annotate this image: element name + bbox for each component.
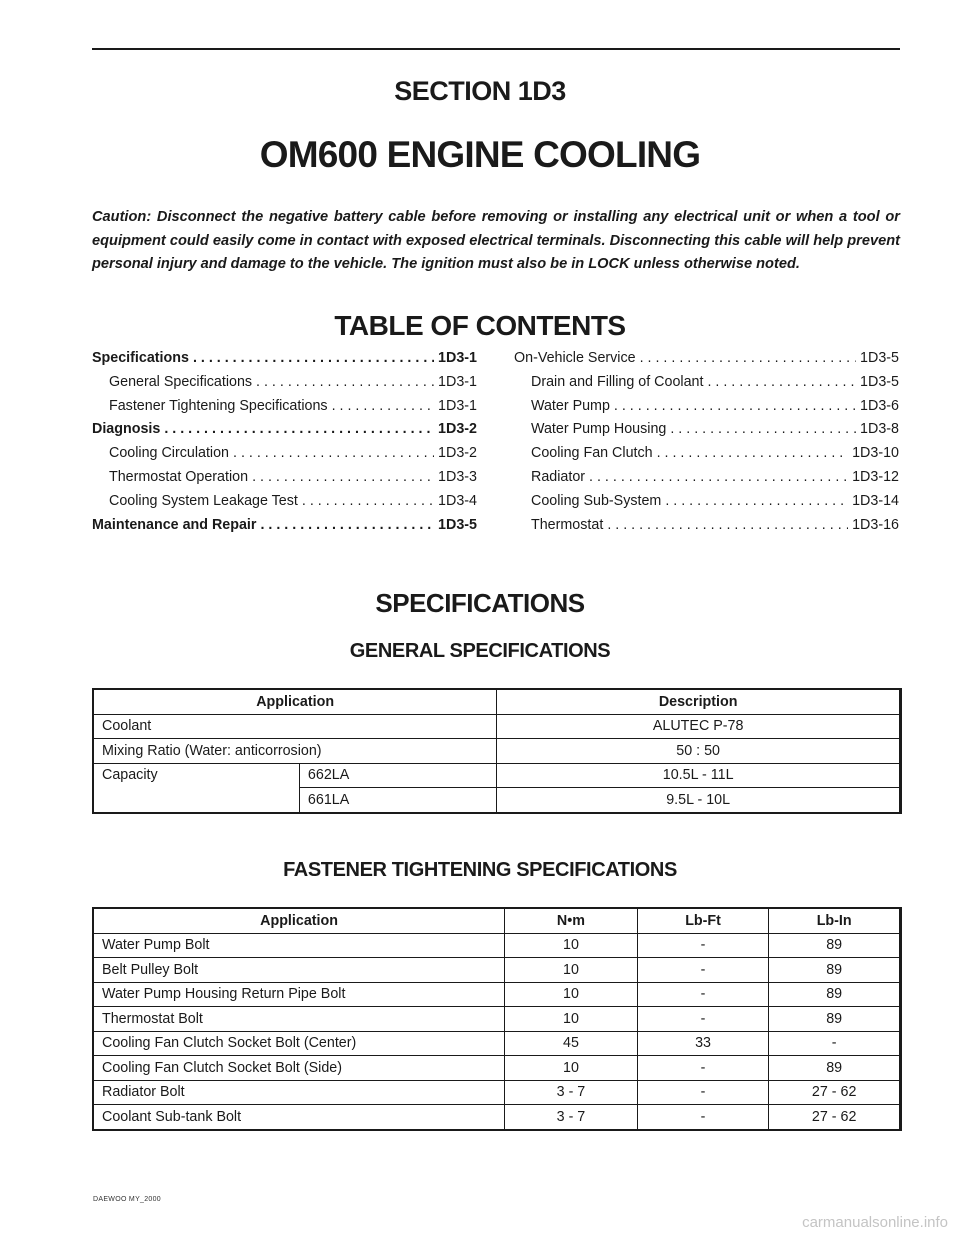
table-cell: 89 [769, 933, 901, 958]
table-header-row [93, 908, 901, 933]
table-cell: Cooling Fan Clutch Socket Bolt (Center) [93, 1031, 505, 1056]
toc-entry[interactable]: Thermostat Operation . . . 1D3-3 [92, 469, 477, 493]
toc-right-column [514, 350, 899, 540]
table-cell: 9.5L - 10L [497, 788, 901, 813]
table-row [93, 1105, 901, 1130]
table-cell: 10 [505, 933, 638, 958]
general-specifications-table [92, 688, 902, 814]
page-footer: DAEWOO MY_2000 [93, 1196, 161, 1203]
toc-entry[interactable]: Fastener Tightening Specifications . . . 1D3-1 [92, 398, 477, 422]
toc-entry[interactable]: General Specifications . . . 1D3-1 [92, 374, 477, 398]
specifications-heading: SPECIFICATIONS [375, 588, 585, 618]
table-cell: 89 [769, 958, 901, 983]
column-header: N•m [505, 908, 638, 933]
fastener-specifications-table [92, 907, 902, 1131]
toc-entry[interactable]: Cooling Sub-System . . . 1D3-14 [514, 493, 899, 517]
table-cell: Water Pump Housing Return Pipe Bolt [93, 982, 505, 1007]
toc-left-column [92, 350, 477, 540]
table-row [93, 933, 901, 958]
table-row [93, 1007, 901, 1032]
toc-entry[interactable]: Water Pump . . . 1D3-6 [514, 398, 899, 422]
table-row [93, 958, 901, 983]
toc-entry[interactable]: Thermostat . . . 1D3-16 [514, 517, 899, 541]
table-cell: ALUTEC P-78 [497, 714, 901, 739]
table-row [93, 1056, 901, 1081]
column-header: Application [93, 689, 497, 714]
table-row [93, 763, 901, 788]
table-cell: 661LA [299, 788, 496, 813]
table-row [93, 714, 901, 739]
table-row [93, 1031, 901, 1056]
table-cell: - [637, 982, 769, 1007]
toc-entry[interactable]: Drain and Filling of Coolant . . . 1D3-5 [514, 374, 899, 398]
table-cell: 89 [769, 1007, 901, 1032]
table-cell: 10 [505, 982, 638, 1007]
section-title: SECTION 1D3 [394, 76, 566, 106]
toc-entry[interactable]: On-Vehicle Service . . . 1D3-5 [514, 350, 899, 374]
table-cell: 27 - 62 [769, 1080, 901, 1105]
table-cell: 10.5L - 11L [497, 763, 901, 788]
column-header: Lb-Ft [637, 908, 769, 933]
table-cell: - [769, 1031, 901, 1056]
table-cell: 89 [769, 1056, 901, 1081]
table-cell: - [637, 1007, 769, 1032]
document-title: OM600 ENGINE COOLING [259, 134, 701, 175]
table-cell: 27 - 62 [769, 1105, 901, 1130]
table-cell: Water Pump Bolt [93, 933, 505, 958]
fastener-specifications-heading: FASTENER TIGHTENING SPECIFICATIONS [283, 859, 677, 881]
toc-entry[interactable]: Cooling Circulation . . . 1D3-2 [92, 445, 477, 469]
table-cell: Belt Pulley Bolt [93, 958, 505, 983]
table-cell: - [637, 1080, 769, 1105]
table-header-row [93, 689, 901, 714]
toc-entry[interactable]: Maintenance and Repair . . . 1D3-5 [92, 517, 477, 541]
toc-entry[interactable]: Radiator . . . 1D3-12 [514, 469, 899, 493]
watermark: carmanualsonline.info [802, 1214, 948, 1231]
table-cell: 50 : 50 [497, 739, 901, 764]
table-cell: 10 [505, 1007, 638, 1032]
toc-entry[interactable]: Water Pump Housing . . . 1D3-8 [514, 421, 899, 445]
table-cell: - [637, 1105, 769, 1130]
table-cell: Cooling Fan Clutch Socket Bolt (Side) [93, 1056, 505, 1081]
caution-paragraph: Caution: Disconnect the negative battery cable before removing or installing any electrical unit or when a tool or equipment could easily come in contact with exposed electrical terminals. Disconnecting this cable will help prevent personal injury and damage to the vehicle. The ignition must also be in LOCK unless otherwise noted. [92, 209, 900, 272]
column-header: Lb-In [769, 908, 901, 933]
toc-entry[interactable]: Cooling System Leakage Test . . . 1D3-4 [92, 493, 477, 517]
table-cell: 89 [769, 982, 901, 1007]
table-cell: 662LA [299, 763, 496, 788]
toc-entry[interactable]: Cooling Fan Clutch . . . 1D3-10 [514, 445, 899, 469]
table-cell: Coolant Sub-tank Bolt [93, 1105, 505, 1130]
top-rule [92, 48, 900, 50]
table-cell: 33 [637, 1031, 769, 1056]
table-cell: 3 - 7 [505, 1080, 638, 1105]
general-specifications-heading: GENERAL SPECIFICATIONS [349, 640, 611, 662]
table-row [93, 982, 901, 1007]
table-cell: Coolant [93, 714, 497, 739]
table-cell: Radiator Bolt [93, 1080, 505, 1105]
table-cell: Mixing Ratio (Water: anticorrosion) [93, 739, 497, 764]
table-cell: 45 [505, 1031, 638, 1056]
toc-entry[interactable]: Specifications . . . 1D3-1 [92, 350, 477, 374]
table-cell: - [637, 933, 769, 958]
table-cell: 10 [505, 1056, 638, 1081]
table-cell: 10 [505, 958, 638, 983]
table-cell: - [637, 958, 769, 983]
toc-heading: TABLE OF CONTENTS [334, 310, 626, 341]
table-cell: Thermostat Bolt [93, 1007, 505, 1032]
column-header: Description [497, 689, 901, 714]
table-row [93, 739, 901, 764]
table-cell: - [637, 1056, 769, 1081]
toc-entry[interactable]: Diagnosis . . . 1D3-2 [92, 421, 477, 445]
table-row [93, 1080, 901, 1105]
table-cell: Capacity [93, 763, 299, 813]
table-cell: 3 - 7 [505, 1105, 638, 1130]
column-header: Application [93, 908, 505, 933]
